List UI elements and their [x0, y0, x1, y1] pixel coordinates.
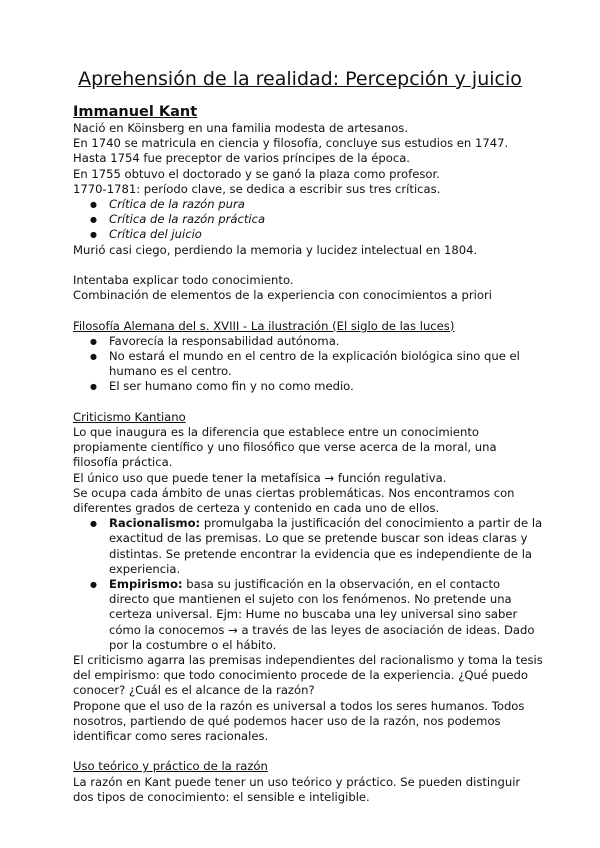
- definition: promulgaba la justificación del conocimiento a partir de la exactitud de las premisas. Lo que se pretende buscar son ideas claras y distintas. Se pretende encontrar la evidencia que es independiente de la experiencia.: [109, 516, 543, 576]
- term: Empirismo:: [109, 577, 183, 592]
- list-item: ● El ser humano como fin y no como medio.: [109, 379, 543, 394]
- list-item: ● No estará el mundo en el centro de la explicación biológica sino que el humano es el centro.: [109, 349, 543, 379]
- section-heading-criticismo: Criticismo Kantiano: [73, 409, 186, 424]
- section-heading-kant: Immanuel Kant: [73, 104, 198, 120]
- paragraph: Lo que inaugura es la diferencia que establece entre un conocimiento propiamente científico y uno filosófico que verse acerca de la moral, una filosofía práctica.: [73, 425, 497, 470]
- page-title: Aprehensión de la realidad: Percepción y juicio: [78, 68, 522, 90]
- section-heading-uso: Uso teórico y práctico de la razón: [73, 759, 268, 774]
- list-item: ● Crítica del juicio: [109, 227, 543, 242]
- bio-line: En 1755 obtuvo el doctorado y se ganó la plaza como profesor.: [73, 166, 440, 181]
- ilustracion-list: [73, 334, 543, 395]
- list-item: ● Crítica de la razón pura: [109, 197, 543, 212]
- paragraph: Se ocupa cada ámbito de unas ciertas problemáticas. Nos encontramos con diferentes grados de certeza y contenido en cada uno de ellos.: [73, 485, 515, 516]
- list-item: ● Crítica de la razón práctica: [109, 212, 543, 227]
- schools-list: [73, 516, 543, 653]
- critiques-list: [73, 197, 543, 243]
- paragraph: Propone que el uso de la razón es universal a todos los seres humanos. Todos nosotros, partiendo de qué podemos hacer uso de la razón, nos podemos identificar como seres racionales.: [73, 698, 525, 744]
- aim-line: Combinación de elementos de la experiencia con conocimientos a priori: [73, 288, 492, 303]
- bio-line: 1770-1781: período clave, se dedica a escribir sus tres críticas.: [73, 181, 441, 196]
- definition: basa su justificación en la observación, en el contacto directo que mantienen el sujeto con los fenómenos. No pretende una certeza universal. Ejm: Hume no buscaba una ley universal sino saber cómo la conocemos → a través de las leyes de asociación de ideas. Dado por la costumbre o el hábito.: [109, 577, 535, 652]
- list-item: ● Favorecía la responsabilidad autónoma.: [109, 334, 543, 349]
- list-item-empirismo: [109, 577, 543, 653]
- paragraph: El criticismo agarra las premisas independientes del racionalismo y toma la tesis del empirismo: que todo conocimiento procede de la experiencia. ¿Qué puedo conocer? ¿Cuál es el alcance de la razón?: [73, 653, 543, 698]
- list-item-racionalismo: [109, 516, 543, 577]
- document-body: [73, 104, 543, 805]
- term: Racionalismo:: [109, 516, 201, 531]
- aim-line: Intentaba explicar todo conocimiento.: [73, 273, 294, 288]
- section-heading-ilustracion: Filosofía Alemana del s. XVIII - La ilustración (El siglo de las luces): [73, 318, 455, 333]
- bio-line: Hasta 1754 fue preceptor de varios príncipes de la época.: [73, 151, 410, 166]
- paragraph: El único uso que puede tener la metafísica → función regulativa.: [73, 470, 447, 485]
- death-line: Murió casi ciego, perdiendo la memoria y lucidez intelectual en 1804.: [73, 242, 478, 257]
- bio-line: En 1740 se matricula en ciencia y filosofía, concluye sus estudios en 1747.: [73, 136, 509, 151]
- paragraph: La razón en Kant puede tener un uso teórico y práctico. Se pueden distinguir dos tipos de conocimiento: el sensible e inteligible.: [73, 774, 521, 804]
- bio-line: Nació en Köinsberg en una familia modesta de artesanos.: [73, 121, 409, 135]
